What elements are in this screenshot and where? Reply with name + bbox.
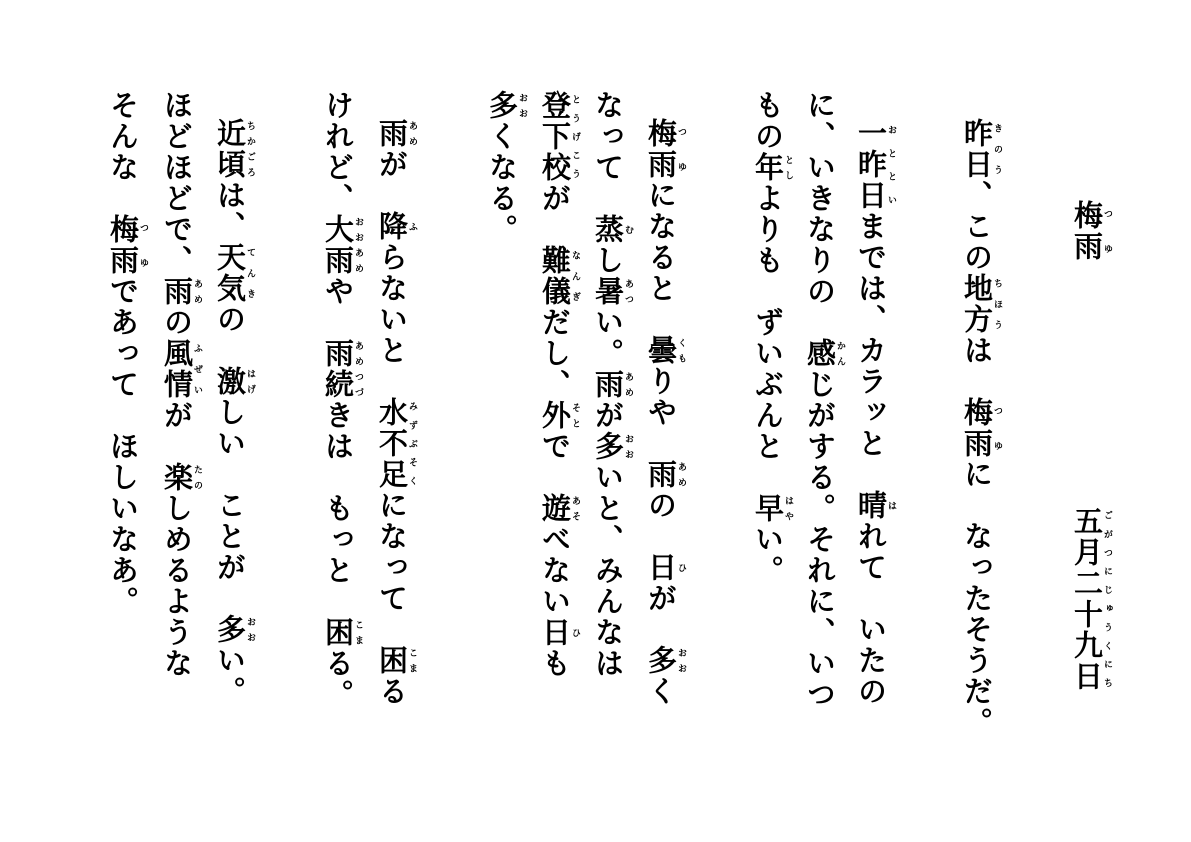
text-line: そんな 梅雨つゆであって ほしいなあ。 <box>106 90 148 617</box>
text-line: 昨日きのう、この地方ちほうは 梅雨つゆに なったそうだ。 <box>960 118 1002 738</box>
text-line: もの年としよりも ずいぶんと 早はやい。 <box>751 90 793 586</box>
text-line: 多おおくなる。 <box>485 90 527 245</box>
text-line: 登下校とうげこうが 難儀なんぎだし、外そとで 遊あそべない日ひも <box>538 90 580 679</box>
text-line: 梅雨つゆになると 曇くもりや 雨あめの 日ひが 多おおく <box>644 118 686 707</box>
text-line: けれど、大雨おおあめや 雨続あめつづきは もっと 困こまる。 <box>321 90 363 710</box>
text-line: 近頃ちかごろは、天気てんきの 激はげしい ことが 多おおい。 <box>213 118 255 707</box>
text-line: に、いきなりの 感かんじがする。それに、いつ <box>803 90 845 710</box>
title: 梅雨つゆ <box>1070 200 1112 262</box>
text-line: ほどほどで、雨あめの風情ふぜいが 楽たのしめるような <box>160 90 202 679</box>
text-line: 一昨日おとといまでは、カラッと 晴はれて いたの <box>854 118 896 707</box>
text-line: 雨あめが 降ふらないと 水不足みずぶそくになって 困こまる <box>375 118 417 707</box>
text-line: なって 蒸むし暑あつい。雨あめが多おおいと、みんなは <box>591 90 633 679</box>
date: 五月二十九日ごがつにじゅうくにち <box>1070 506 1112 692</box>
